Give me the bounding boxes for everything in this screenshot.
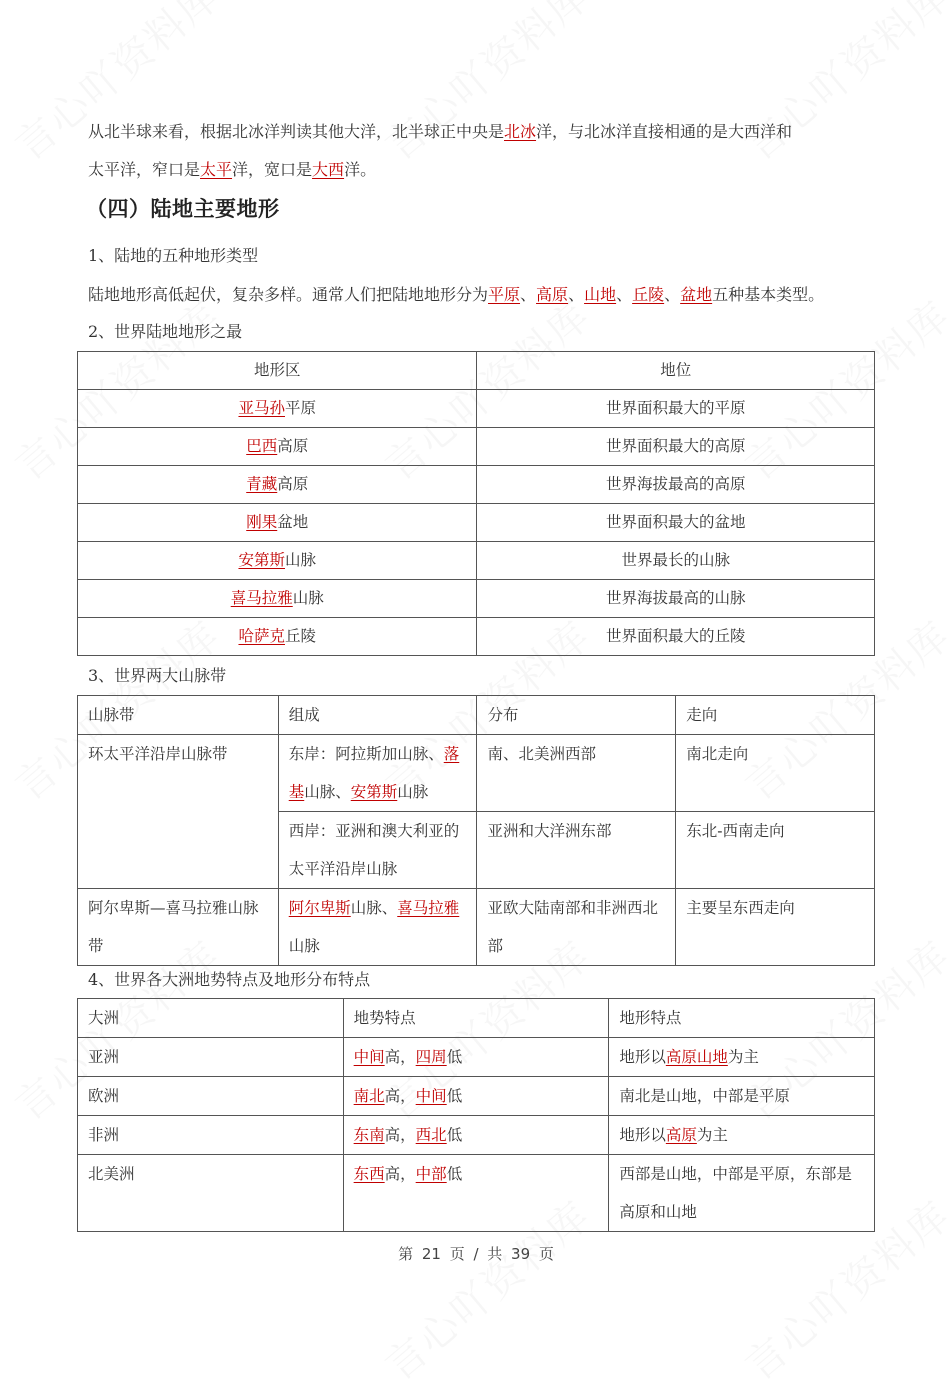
text: 高， (384, 1126, 416, 1144)
answer-highlight: 平原 (488, 285, 521, 304)
column-header: 地位 (477, 352, 875, 390)
text: 山脉 (288, 937, 320, 955)
table-row (78, 428, 875, 466)
relief-cell (343, 1116, 609, 1155)
separator: 、 (568, 285, 585, 304)
direction-cell: 南北走向 (676, 735, 875, 812)
text: 平原 (284, 399, 316, 417)
answer-highlight: 盆地 (680, 285, 713, 304)
distribution-cell: 亚欧大陆南部和非洲西北部 (477, 889, 676, 966)
separator: 、 (664, 285, 681, 304)
table-row (78, 618, 875, 656)
column-header: 组成 (278, 696, 477, 735)
subsection-4-title: 4、世界各大洲地势特点及地形分布特点 (88, 970, 371, 989)
intro-paragraph (88, 113, 878, 189)
answer-highlight: 喜马拉雅 (397, 899, 460, 917)
text: 丘陵 (284, 627, 316, 645)
answer-highlight: 太平 (200, 160, 233, 179)
text: 低 (446, 1165, 463, 1183)
composition-cell (278, 735, 477, 812)
text: 从北半球来看，根据北冰洋判读其他大洋，北半球正中央是 (88, 122, 505, 141)
column-header: 走向 (676, 696, 875, 735)
landform-types-paragraph (88, 276, 878, 314)
answer-highlight: 刚果 (246, 513, 278, 531)
landform-cell (609, 1038, 875, 1077)
answer-highlight: 丘陵 (632, 285, 665, 304)
text: 为主 (696, 1126, 728, 1144)
answer-highlight: 哈萨克 (238, 627, 285, 645)
distribution-cell: 南、北美洲西部 (477, 735, 676, 812)
status-cell: 世界面积最大的高原 (477, 428, 875, 466)
text: 为主 (727, 1048, 759, 1066)
text: 西部是山地，中部是平原，东部是高原和山地 (619, 1165, 852, 1221)
answer-highlight: 高原 (665, 1126, 697, 1144)
answer-highlight: 中间 (353, 1048, 385, 1066)
text: 南北是山地，中部是平原 (619, 1087, 790, 1105)
text: 高， (384, 1087, 416, 1105)
continent-cell: 非洲 (78, 1116, 344, 1155)
landform-cell (78, 466, 477, 504)
table-header-row (78, 352, 875, 390)
table-row (78, 542, 875, 580)
answer-highlight: 北冰 (504, 122, 537, 141)
column-header: 地形特点 (609, 999, 875, 1038)
text: 山脉、 (350, 899, 398, 917)
landform-cell (609, 1155, 875, 1232)
landform-cell (78, 428, 477, 466)
text: 太平洋，窄口是 (88, 160, 201, 179)
text: 山脉 (284, 551, 316, 569)
answer-highlight: 青藏 (246, 475, 278, 493)
relief-cell (343, 1038, 609, 1077)
continent-terrain-table (77, 998, 875, 1232)
text: 低 (446, 1087, 463, 1105)
column-header: 山脉带 (78, 696, 279, 735)
column-header: 分布 (477, 696, 676, 735)
text: 陆地地形高低起伏，复杂多样。通常人们把陆地地形分为 (88, 285, 489, 304)
status-cell: 世界面积最大的丘陵 (477, 618, 875, 656)
continent-cell: 欧洲 (78, 1077, 344, 1116)
answer-highlight: 东南 (353, 1126, 385, 1144)
text: 地形以 (619, 1048, 666, 1066)
answer-highlight: 中部 (415, 1165, 447, 1183)
answer-highlight: 中间 (415, 1087, 447, 1105)
composition-cell: 西岸：亚洲和澳大利亚的太平洋沿岸山脉 (278, 812, 477, 889)
text: 山脉 (397, 783, 429, 801)
table-row (78, 735, 875, 812)
page-footer: 第 21 页 / 共 39 页 (398, 1245, 554, 1263)
table-row (78, 390, 875, 428)
column-header: 地形区 (78, 352, 477, 390)
relief-cell (343, 1155, 609, 1232)
answer-highlight: 东西 (353, 1165, 385, 1183)
table-row (78, 1116, 875, 1155)
answer-highlight: 亚马孙 (238, 399, 285, 417)
answer-highlight: 南北 (353, 1087, 385, 1105)
status-cell: 世界海拔最高的山脉 (477, 580, 875, 618)
text: 山脉、 (304, 783, 351, 801)
separator: 、 (616, 285, 633, 304)
answer-highlight: 安第斯 (238, 551, 285, 569)
answer-highlight: 高原山地 (665, 1048, 728, 1066)
answer-highlight: 阿尔卑斯 (288, 899, 351, 917)
subsection-1-title: 1、陆地的五种地形类型 (88, 246, 259, 265)
column-header: 地势特点 (343, 999, 609, 1038)
status-cell: 世界海拔最高的高原 (477, 466, 875, 504)
status-cell: 世界面积最大的盆地 (477, 504, 875, 542)
text: 高原 (277, 475, 309, 493)
direction-cell: 东北-西南走向 (676, 812, 875, 889)
landform-cell (78, 390, 477, 428)
table-row (78, 504, 875, 542)
direction-cell: 主要呈东西走向 (676, 889, 875, 966)
continent-cell: 亚洲 (78, 1038, 344, 1077)
text: 低 (446, 1048, 463, 1066)
table-row (78, 466, 875, 504)
text: 低 (446, 1126, 463, 1144)
composition-cell (278, 889, 477, 966)
landform-cell (609, 1077, 875, 1116)
answer-highlight: 大西 (312, 160, 345, 179)
relief-cell (343, 1077, 609, 1116)
belt-name-cell: 阿尔卑斯—喜马拉雅山脉带 (78, 889, 279, 966)
answer-highlight: 落基 (288, 745, 460, 801)
table-row (78, 580, 875, 618)
answer-highlight: 西北 (415, 1126, 447, 1144)
text: 五种基本类型。 (712, 285, 825, 304)
table-row (78, 1077, 875, 1116)
text: 高， (384, 1048, 416, 1066)
landform-cell (78, 504, 477, 542)
table-header-row (78, 999, 875, 1038)
mountain-belts-table (77, 695, 875, 966)
landform-cell (78, 542, 477, 580)
text: 盆地 (277, 513, 309, 531)
text: 高， (384, 1165, 416, 1183)
answer-highlight: 高原 (536, 285, 569, 304)
belt-name-cell: 环太平洋沿岸山脉带 (78, 735, 279, 889)
answer-highlight: 安第斯 (350, 783, 398, 801)
distribution-cell: 亚洲和大洋洲东部 (477, 812, 676, 889)
text: 高原 (277, 437, 309, 455)
table-row (78, 1155, 875, 1232)
table-header-row (78, 696, 875, 735)
continent-cell: 北美洲 (78, 1155, 344, 1232)
subsection-3-title: 3、世界两大山脉带 (88, 666, 227, 685)
separator: 、 (520, 285, 537, 304)
answer-highlight: 巴西 (246, 437, 278, 455)
text: 洋。 (344, 160, 377, 179)
answer-highlight: 山地 (584, 285, 617, 304)
text: 洋，宽口是 (232, 160, 313, 179)
status-cell: 世界面积最大的平原 (477, 390, 875, 428)
table-row (78, 1038, 875, 1077)
subsection-2-title: 2、世界陆地地形之最 (88, 322, 243, 341)
answer-highlight: 四周 (415, 1048, 447, 1066)
table-row (78, 889, 875, 966)
answer-highlight: 喜马拉雅 (230, 589, 293, 607)
status-cell: 世界最长的山脉 (477, 542, 875, 580)
text: 山脉 (292, 589, 324, 607)
section-heading: （四）陆地主要地形 (86, 196, 280, 221)
text: 东岸：阿拉斯加山脉、 (288, 745, 444, 763)
text: 洋，与北冰洋直接相通的是大西洋和 (536, 122, 793, 141)
text: 地形以 (619, 1126, 666, 1144)
column-header: 大洲 (78, 999, 344, 1038)
landform-cell (609, 1116, 875, 1155)
landform-records-table (77, 351, 875, 656)
landform-cell (78, 618, 477, 656)
landform-cell (78, 580, 477, 618)
